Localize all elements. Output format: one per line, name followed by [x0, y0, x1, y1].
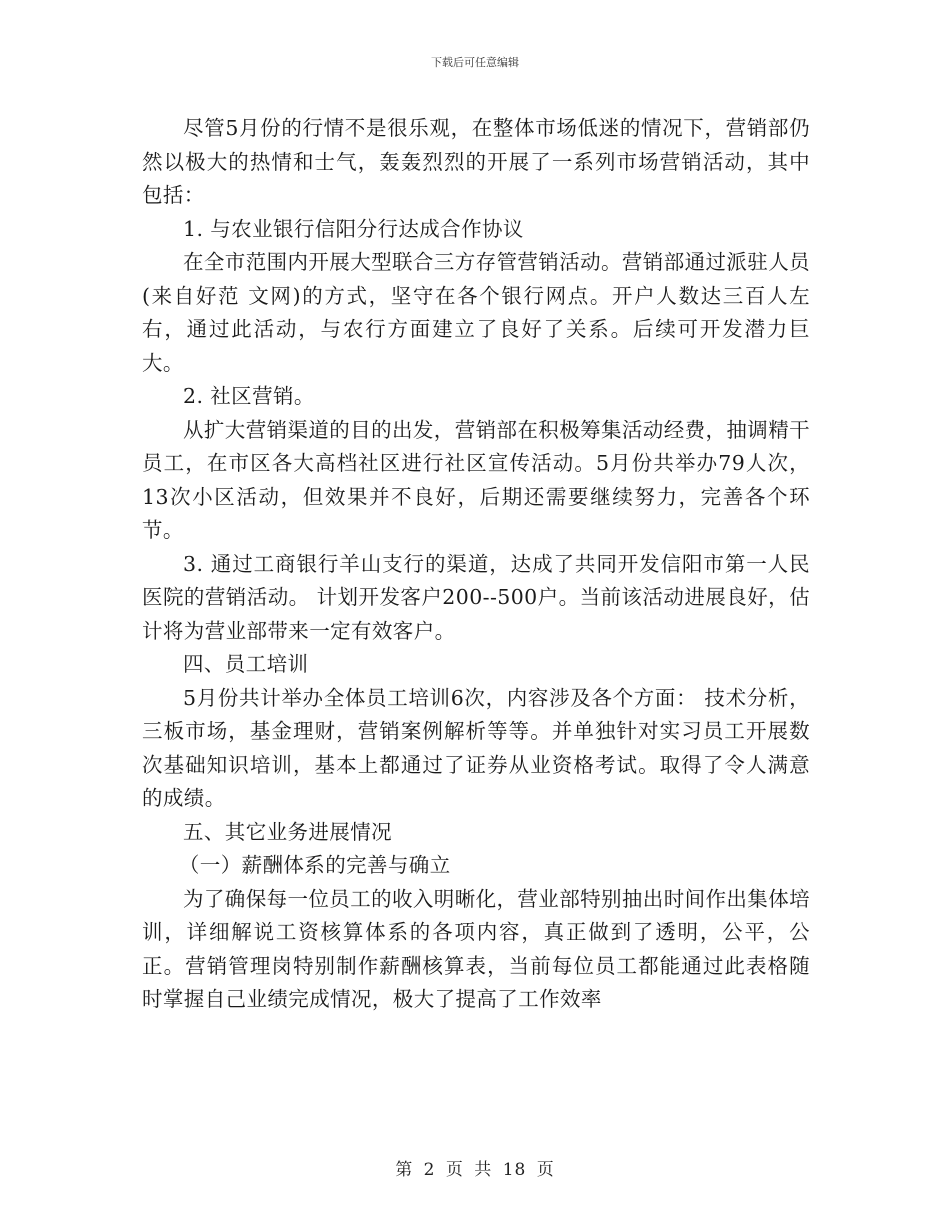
- item-heading-2: 2. 社区营销。: [183, 384, 315, 408]
- section-heading-training: 四、员工培训: [183, 652, 309, 676]
- item-heading-1: 1. 与农业银行信阳分行达成合作协议: [183, 216, 524, 241]
- subsection-heading-salary: （一）薪酬体系的完善与确立: [178, 853, 451, 877]
- header-note: 下载后可任意编辑: [431, 56, 519, 69]
- paragraph-training: 5月份共计举办全体员工培训6次，内容涉及各个方面： 技术分析，三板市场，基金理财，营销案例解析等等。并单独针对实习员工开展数次基础知识培训，基本上都通过了证券从业资格考试。取得了令人满意的成绩。: [142, 685, 810, 810]
- paragraph-community-marketing: 从扩大营销渠道的目的出发，营销部在积极筹集活动经费，抽调精干员工，在市区各大高档社区进行社区宣传活动。5月份共举办79人次，13次小区活动，但效果并不良好，后期还需要继续努力，完善各个环节。: [142, 417, 810, 542]
- paragraph-salary-system: 为了确保每一位员工的收入明晰化，营业部特别抽出时间作出集体培训，详细解说工资核算体系的各项内容，真正做到了透明，公平，公正。营销管理岗特别制作薪酬核算表，当前每位员工都能通过此表格随时掌握自己业绩完成情况，极大了提高了工作效率: [142, 886, 810, 1011]
- page-footer: 第 2 页 共 18 页: [395, 1160, 555, 1180]
- document-body: [142, 112, 810, 1017]
- paragraph-item-3: 3. 通过工商银行羊山支行的渠道，达成了共同开发信阳市第一人民医院的营销活动。 计划开发客户200--500户。当前该活动进展良好，估计将为营业部带来一定有效客户。: [142, 551, 810, 643]
- paragraph-intro: 尽管5月份的行情不是很乐观，在整体市场低迷的情况下，营销部仍然以极大的热情和士气，轰轰烈烈的开展了一系列市场营销活动，其中包括：: [142, 116, 810, 207]
- section-heading-other-business: 五、其它业务进展情况: [183, 819, 392, 844]
- paragraph-bank-cooperation: 在全市范围内开展大型联合三方存管营销活动。营销部通过派驻人员(来自好范 文网)的方式，坚守在各个银行网点。开户人数达三百人左右，通过此活动，与农行方面建立了良好了关系。后续可开发潜力巨大。: [142, 250, 810, 375]
